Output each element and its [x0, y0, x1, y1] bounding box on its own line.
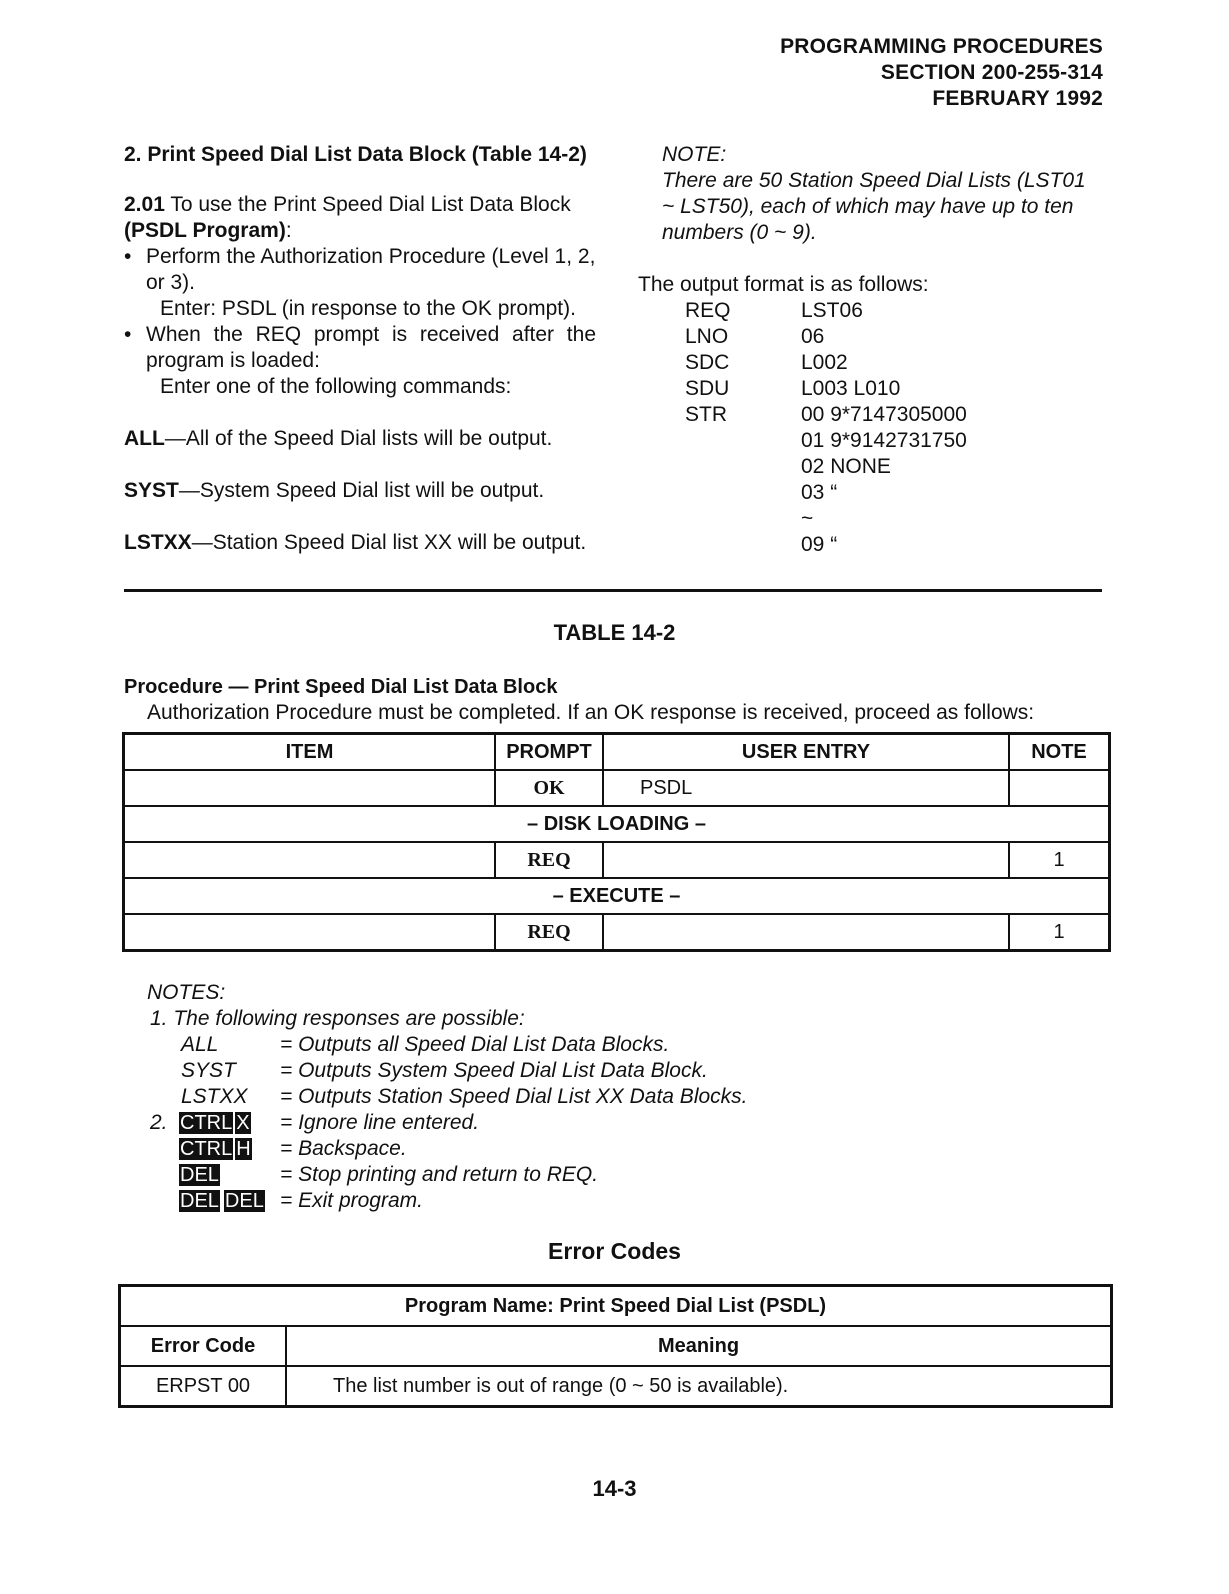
output-value: LST06	[801, 299, 863, 322]
program-name-row	[120, 1286, 1112, 1327]
header-line-2: SECTION 200-255-314	[880, 61, 1103, 84]
table-row	[124, 842, 1110, 878]
command-desc: —All of the Speed Dial lists will be output.	[164, 427, 553, 450]
ctrl-key-icon: CTRL	[180, 1112, 233, 1134]
document-header	[780, 34, 1103, 112]
prompt-cell: OK	[495, 770, 603, 806]
output-label: STR	[685, 403, 727, 426]
x-key-icon: X	[236, 1112, 250, 1134]
response-desc: = Outputs all Speed Dial List Data Blocks.	[280, 1033, 670, 1056]
output-label: REQ	[685, 299, 731, 322]
page-number: 14-3	[592, 1476, 637, 1501]
table-section-row	[124, 878, 1110, 914]
keycap-group	[179, 1110, 251, 1136]
header-error-code: Error Code	[120, 1326, 287, 1366]
bullet-text: • When the REQ prompt is received after the program is loaded:	[146, 323, 596, 372]
key-ctrl-x	[147, 1110, 847, 1136]
output-value: 00 9*7147305000	[801, 403, 967, 426]
keycap-group	[179, 1162, 220, 1188]
table-title: TABLE 14-2	[553, 620, 676, 645]
item-cell	[124, 914, 496, 951]
section-disk-loading: – DISK LOADING –	[124, 806, 1110, 842]
output-value: 09 “	[801, 533, 838, 556]
note-2-number: 2.	[150, 1111, 168, 1134]
note-cell: 1	[1009, 842, 1110, 878]
command-syst	[124, 478, 596, 504]
h-key-icon: H	[236, 1138, 251, 1160]
notes-label: NOTES:	[147, 981, 226, 1004]
response-syst	[147, 1058, 847, 1084]
response-key: ALL	[181, 1033, 219, 1056]
output-value: 03 “	[801, 481, 838, 504]
paragraph-colon: :	[285, 219, 292, 242]
error-code-cell: ERPST 00	[120, 1366, 287, 1407]
program-name: Program Name: Print Speed Dial List (PSDL)	[120, 1286, 1112, 1327]
del-key-icon: DEL	[224, 1190, 264, 1212]
instruction-list	[124, 244, 596, 400]
paragraph-program: (PSDL Program)	[124, 219, 286, 242]
enter-instruction: Enter one of the following commands:	[160, 375, 512, 398]
del-key-icon: DEL	[180, 1190, 219, 1212]
output-intro: The output format is as follows:	[638, 273, 929, 296]
section-execute: – EXECUTE –	[124, 878, 1110, 914]
response-lstxx	[147, 1084, 847, 1110]
key-del	[147, 1162, 847, 1188]
response-all	[147, 1032, 847, 1058]
note-cell: 1	[1009, 914, 1110, 951]
bullet-item	[124, 244, 596, 322]
table-header-row	[124, 734, 1110, 771]
output-value: 01 9*9142731750	[801, 429, 967, 452]
procedure-table	[122, 732, 1111, 952]
keycap-group	[179, 1188, 265, 1214]
note-text: There are 50 Station Speed Dial Lists (LST01 ~ LST50), each of which may have up to ten numbers (0 ~ 9).	[662, 169, 1086, 244]
note-cell	[1009, 770, 1110, 806]
keycap-group	[179, 1136, 252, 1162]
entry-cell: PSDL	[603, 770, 1009, 806]
paragraph-text: To use the Print Speed Dial List Data Block	[164, 193, 571, 216]
header-line-3: FEBRUARY 1992	[932, 87, 1103, 110]
response-key: LSTXX	[181, 1085, 248, 1108]
error-codes-table	[118, 1284, 1113, 1408]
prompt-cell: REQ	[495, 842, 603, 878]
key-desc: = Exit program.	[280, 1189, 423, 1212]
header-meaning: Meaning	[286, 1326, 1112, 1366]
paragraph-number: 2.01	[124, 193, 165, 216]
header-line-1: PROGRAMMING PROCEDURES	[780, 35, 1103, 58]
entry-cell	[603, 914, 1009, 951]
section-divider	[124, 589, 1102, 592]
output-value: L003 L010	[801, 377, 901, 400]
item-cell	[124, 842, 496, 878]
note-1: 1. The following responses are possible:	[150, 1007, 525, 1030]
command-key: ALL	[124, 427, 165, 450]
header-prompt: PROMPT	[495, 734, 603, 771]
key-desc: = Backspace.	[280, 1137, 407, 1160]
response-desc: = Outputs System Speed Dial List Data Block.	[280, 1059, 708, 1082]
output-value: 06	[801, 325, 825, 348]
output-label: LNO	[685, 325, 729, 348]
procedure-subtitle: Authorization Procedure must be completed. If an OK response is received, proceed as follows:	[147, 701, 1035, 724]
ctrl-key-icon: CTRL	[180, 1138, 233, 1160]
command-lstxx	[124, 530, 596, 556]
table-row	[120, 1366, 1112, 1407]
table-row	[124, 914, 1110, 951]
command-key: LSTXX	[124, 531, 192, 554]
key-desc: = Stop printing and return to REQ.	[280, 1163, 599, 1186]
error-header-row	[120, 1326, 1112, 1366]
left-column	[124, 142, 596, 556]
key-del-del	[147, 1188, 847, 1214]
command-desc: —System Speed Dial list will be output.	[178, 479, 545, 502]
output-label: SDU	[685, 377, 730, 400]
error-codes-title: Error Codes	[548, 1238, 681, 1264]
entry-cell	[603, 842, 1009, 878]
section-heading: 2. Print Speed Dial List Data Block (Table 14-2)	[124, 143, 587, 166]
output-value: ~	[801, 507, 814, 530]
bullet-text: Perform the Authorization Procedure (Level 1, 2, or 3).	[146, 245, 596, 294]
header-item: ITEM	[124, 734, 496, 771]
command-key: SYST	[124, 479, 179, 502]
key-desc: = Ignore line entered.	[280, 1111, 480, 1134]
table-row	[124, 770, 1110, 806]
enter-instruction: Enter: PSDL (in response to the OK prompt).	[160, 297, 576, 320]
command-all	[124, 426, 596, 452]
paragraph-2-01	[124, 192, 596, 244]
output-label: SDC	[685, 351, 730, 374]
header-user-entry: USER ENTRY	[603, 734, 1009, 771]
procedure-title: Procedure — Print Speed Dial List Data Block	[124, 676, 558, 698]
meaning-cell: The list number is out of range (0 ~ 50 is available).	[286, 1366, 1112, 1407]
bullet-item	[124, 322, 596, 400]
note-label: NOTE:	[662, 143, 727, 166]
header-note: NOTE	[1009, 734, 1110, 771]
notes-block	[147, 980, 847, 1214]
output-value: L002	[801, 351, 848, 374]
prompt-cell: REQ	[495, 914, 603, 951]
note-block	[662, 142, 1092, 246]
table-section-row	[124, 806, 1110, 842]
response-desc: = Outputs Station Speed Dial List XX Data Blocks.	[280, 1085, 748, 1108]
item-cell	[124, 770, 496, 806]
command-desc: —Station Speed Dial list XX will be output.	[191, 531, 587, 554]
output-value: 02 NONE	[801, 455, 891, 478]
response-key: SYST	[181, 1059, 236, 1082]
key-ctrl-h	[147, 1136, 847, 1162]
del-key-icon: DEL	[180, 1164, 219, 1186]
